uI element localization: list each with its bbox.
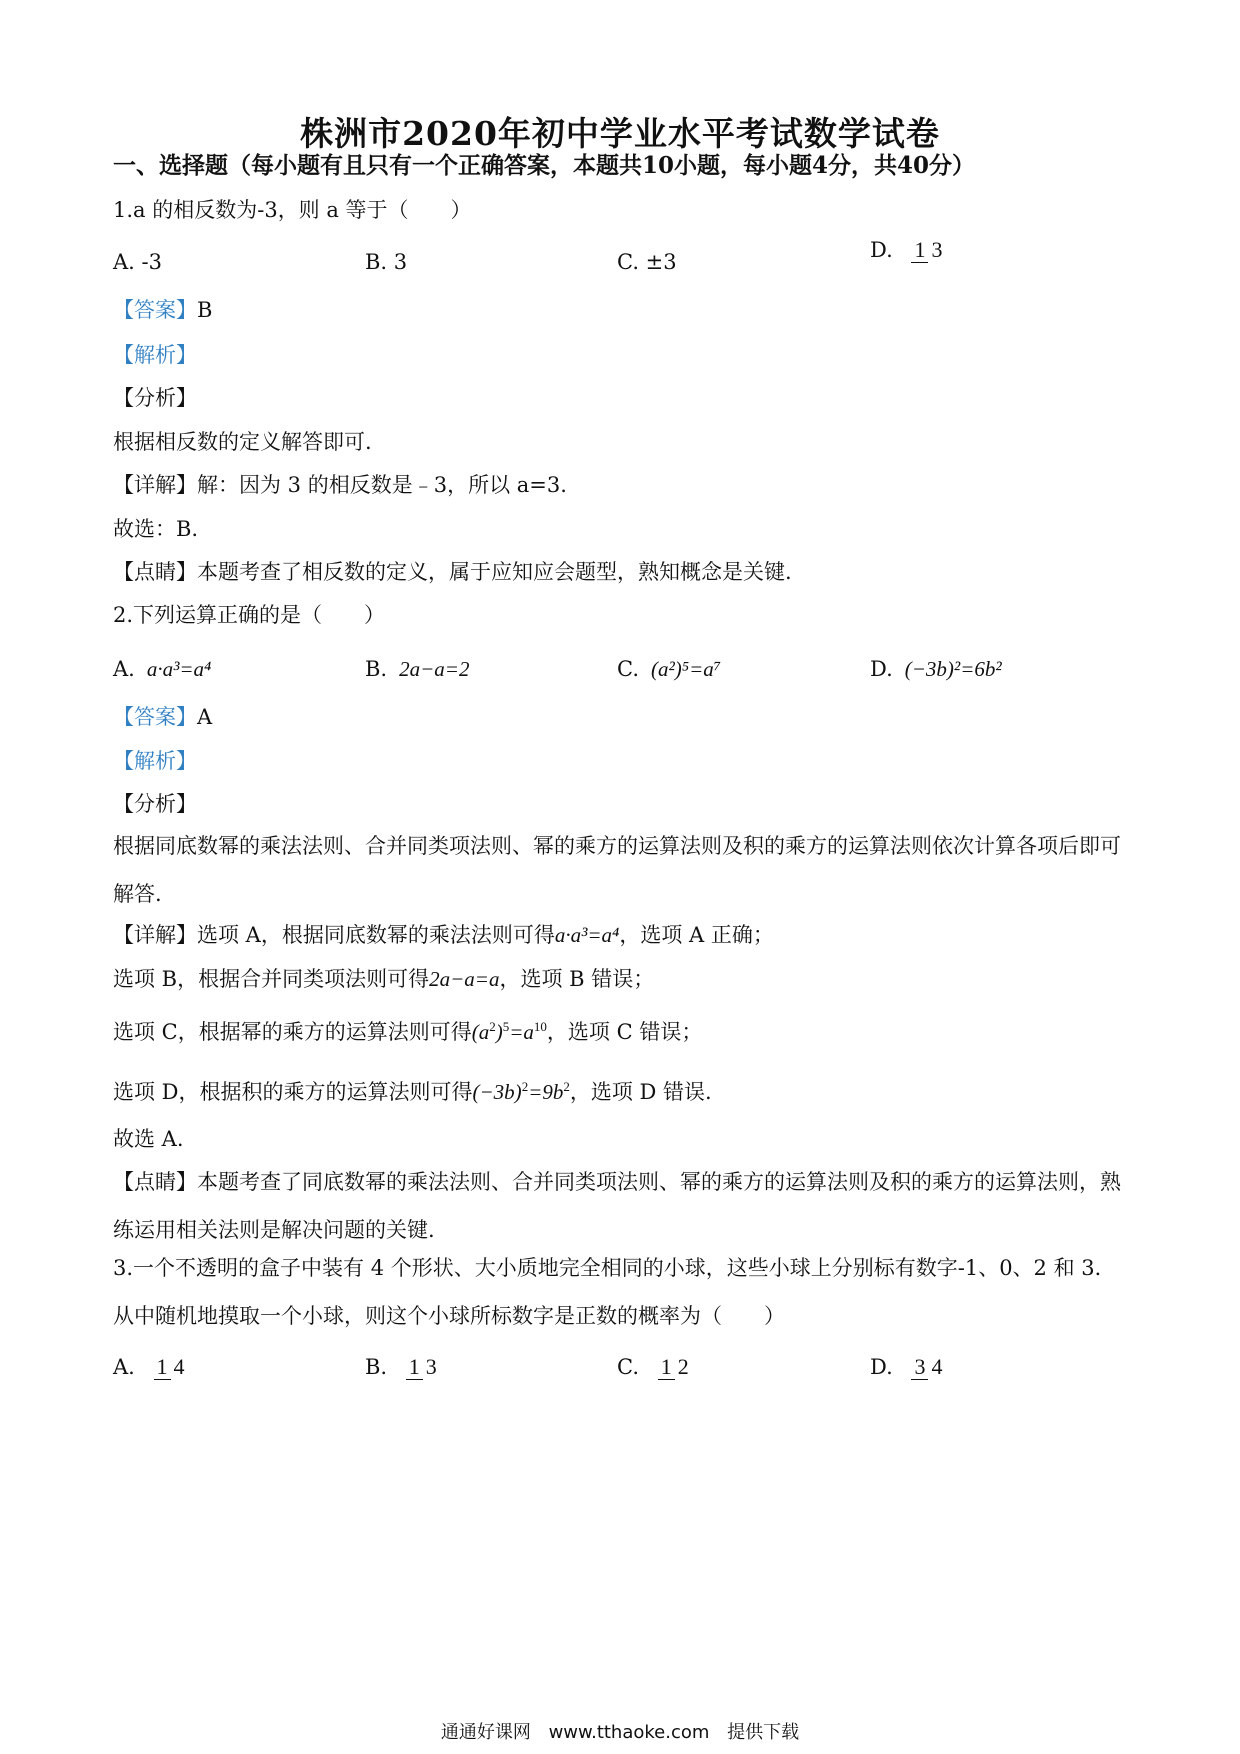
footer-site-name: 通通好课网 xyxy=(440,1722,531,1743)
q1-option-b: B. 3 xyxy=(365,249,408,274)
q1-choose: 故选：B. xyxy=(113,517,199,541)
q2-fenxi: 根据同底数幂的乘法法则、合并同类项法则、幂的乘方的运算法则及积的乘方的运算法则依次计算各项后即可解答. xyxy=(113,834,1121,906)
q2-choose: 故选 A. xyxy=(113,1127,184,1151)
footer-url-link[interactable]: www.tthaoke.com xyxy=(548,1722,710,1743)
fraction: 1 3 xyxy=(911,237,945,263)
q3-option-a: A. 1 4 xyxy=(113,1350,188,1382)
product-power-expression: $(-3b)^2=9b^2$ xyxy=(472,1079,570,1104)
q3-option-b: B. 1 3 xyxy=(365,1350,440,1382)
q2-detail-d: 选项 D，根据积的乘方的运算法则可得$(-3b)^2=9b^2$，选项 D 错误. xyxy=(113,1079,712,1104)
q2-option-b: B. 2a−a=2 xyxy=(365,656,470,681)
q2-detail-a: 【详解】选项 A，根据同底数幂的乘法法则可得a·a³=a⁴，选项 A 正确； xyxy=(113,923,774,947)
q3-option-c: C. 1 2 xyxy=(617,1350,692,1382)
q1-option-c: C. ±3 xyxy=(617,249,677,274)
q1-fenxi-tag: 【分析】 xyxy=(113,386,197,410)
q2-option-a: A. a·a³=a⁴ xyxy=(113,656,212,681)
q2-detail-c: 选项 C，根据幂的乘方的运算法则可得$(a^2)^5=a^{10}$，选项 C 错误； xyxy=(113,1019,703,1044)
fraction: 1 2 xyxy=(658,1354,692,1380)
fraction: 1 4 xyxy=(154,1354,188,1380)
q1-comment: 【点睛】本题考查了相反数的定义，属于应知应会题型，熟知概念是关键. xyxy=(113,560,792,584)
q1-answer: 【答案】B xyxy=(113,298,213,322)
q1-option-a: A. -3 xyxy=(113,249,162,274)
q1-fenxi: 根据相反数的定义解答即可. xyxy=(113,430,372,454)
section-heading: 一、选择题（每小题有且只有一个正确答案，本题共10小题，每小题4分，共40分） xyxy=(113,152,976,179)
question-3-stem: 3.一个不透明的盒子中装有 4 个形状、大小质地完全相同的小球，这些小球上分别标有数字-1、0、2 和 3．从中随机地摸取一个小球，则这个小球所标数字是正数的概率为（ ） xyxy=(113,1256,1116,1328)
q2-analysis-tag: 【解析】 xyxy=(113,749,197,773)
q2-comment: 【点睛】本题考查了同底数幂的乘法法则、合并同类项法则、幂的乘方的运算法则及积的乘方的运算法则，熟练运用相关法则是解决问题的关键. xyxy=(113,1170,1121,1242)
page-footer xyxy=(0,1718,1240,1744)
q2-detail-b: 选项 B，根据合并同类项法则可得2a−a=a，选项 B 错误； xyxy=(113,967,655,991)
q1-analysis-tag: 【解析】 xyxy=(113,343,197,367)
page-title: 株洲市2020年初中学业水平考试数学试卷 xyxy=(300,114,940,153)
power-expression: $(a^2)^5=a^{10}$ xyxy=(471,1019,547,1044)
q2-answer: 【答案】A xyxy=(113,705,213,729)
q2-fenxi-tag: 【分析】 xyxy=(113,792,197,816)
q3-option-d: D. 3 4 xyxy=(870,1350,945,1382)
q2-option-c: C. (a²)⁵=a⁷ xyxy=(617,656,722,681)
question-1-stem: 1.a 的相反数为-3，则 a 等于（ ） xyxy=(113,198,472,222)
fraction: 1 3 xyxy=(406,1354,440,1380)
q2-option-d: D. (−3b)²=6b² xyxy=(870,656,1002,681)
question-2-stem: 2.下列运算正确的是（ ） xyxy=(113,603,386,627)
footer-note: 提供下载 xyxy=(727,1722,800,1743)
fraction: 3 4 xyxy=(911,1354,945,1380)
q1-option-d: D. 1 3 xyxy=(870,233,945,265)
q1-detail: 【详解】解：因为 3 的相反数是﹣3，所以 a=3. xyxy=(113,473,567,497)
